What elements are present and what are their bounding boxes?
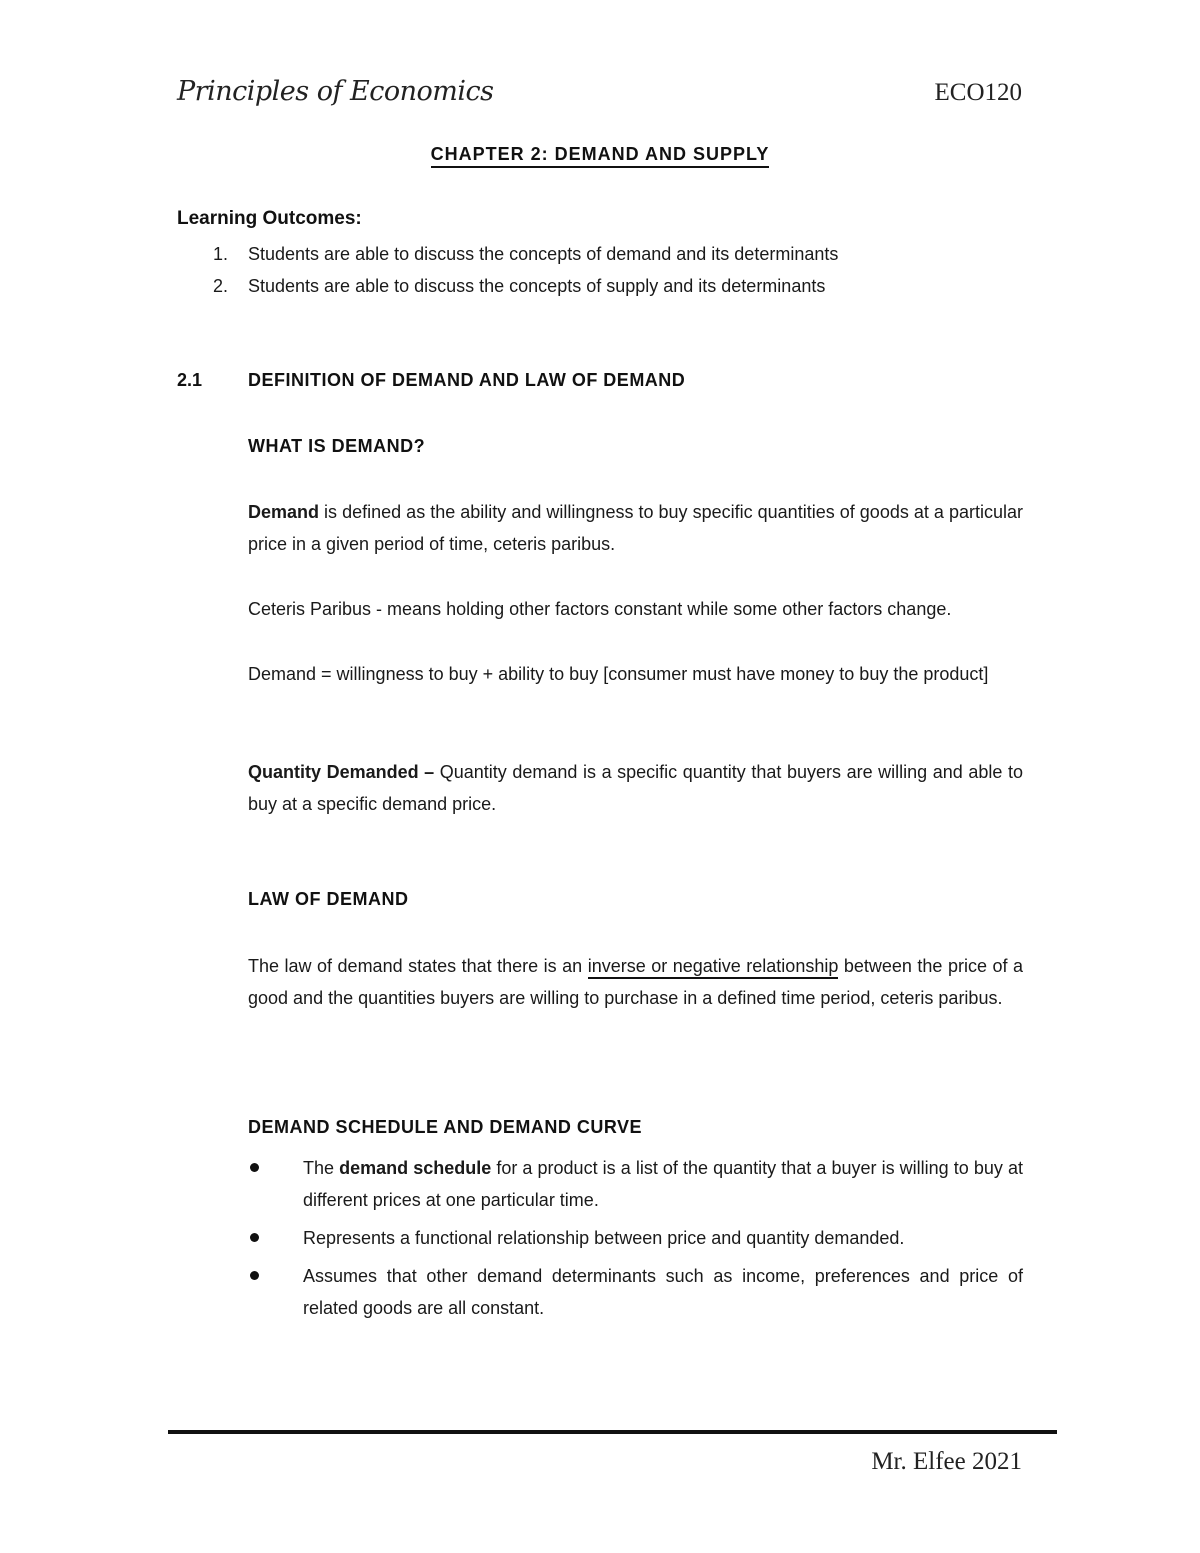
section-number: 2.1 bbox=[177, 370, 203, 390]
quantity-demanded-term: Quantity Demanded – bbox=[248, 762, 435, 782]
list-item bbox=[248, 1152, 1023, 1216]
learning-outcomes-list bbox=[213, 238, 838, 302]
bullet-text: for a product is a list of the quantity that a buyer is willing to buy at different prices at one particular time. bbox=[303, 1158, 1023, 1210]
list-item bbox=[248, 1222, 1023, 1254]
law-of-demand-text bbox=[248, 950, 1023, 1014]
demand-schedule-heading: DEMAND SCHEDULE AND DEMAND CURVE bbox=[248, 1117, 643, 1137]
chapter-title-text: CHAPTER 2: DEMAND AND SUPPLY bbox=[431, 144, 770, 168]
demand-schedule-bullets bbox=[248, 1152, 1023, 1330]
what-is-demand-heading: WHAT IS DEMAND? bbox=[248, 436, 426, 456]
quantity-demanded-text: Quantity demand is a specific quantity that buyers are willing and able to buy at a specific demand price. bbox=[248, 762, 1023, 814]
demand-term: Demand bbox=[248, 502, 320, 522]
list-item bbox=[213, 270, 838, 302]
law-text-before: The law of demand states that there is an bbox=[248, 956, 588, 976]
quantity-demanded-definition bbox=[248, 756, 1023, 820]
section-title: DEFINITION OF DEMAND AND LAW OF DEMAND bbox=[248, 370, 686, 390]
bullet-icon bbox=[250, 1163, 259, 1172]
demand-definition bbox=[248, 496, 1023, 560]
learning-outcomes-heading: Learning Outcomes: bbox=[177, 208, 362, 229]
course-code: ECO120 bbox=[934, 79, 1022, 106]
list-number: 1. bbox=[213, 244, 229, 264]
bullet-icon bbox=[250, 1271, 259, 1280]
bullet-text: Assumes that other demand determinants such as income, preferences and price of related goods are all constant. bbox=[303, 1266, 1023, 1318]
demand-equation: Demand = willingness to buy + ability to buy [consumer must have money to buy the product] bbox=[248, 664, 989, 684]
list-text: Students are able to discuss the concepts of demand and its determinants bbox=[248, 244, 839, 264]
law-of-demand-heading: LAW OF DEMAND bbox=[248, 889, 409, 909]
footer-author: Mr. Elfee 2021 bbox=[871, 1448, 1022, 1475]
list-text: Students are able to discuss the concepts of supply and its determinants bbox=[248, 276, 826, 296]
law-underlined-phrase: inverse or negative relationship bbox=[588, 956, 839, 979]
law-text-after: between the price of a good and the quantities buyers are willing to purchase in a defined time period, ceteris paribus. bbox=[248, 956, 1023, 1008]
ceteris-paribus-text: Ceteris Paribus - means holding other factors constant while some other factors change. bbox=[248, 599, 952, 619]
footer-divider bbox=[168, 1430, 1057, 1434]
bullet-text: Represents a functional relationship between price and quantity demanded. bbox=[303, 1228, 905, 1248]
list-item bbox=[248, 1260, 1023, 1324]
list-item bbox=[213, 238, 838, 270]
chapter-title bbox=[0, 144, 1200, 165]
bullet-text: The bbox=[303, 1158, 340, 1178]
course-name: Principles of Economics bbox=[177, 76, 494, 107]
demand-definition-text: is defined as the ability and willingness to buy specific quantities of goods at a particular price in a given period of time, ceteris paribus. bbox=[248, 502, 1023, 554]
demand-schedule-term: demand schedule bbox=[339, 1158, 492, 1178]
list-number: 2. bbox=[213, 276, 229, 296]
bullet-icon bbox=[250, 1233, 259, 1242]
